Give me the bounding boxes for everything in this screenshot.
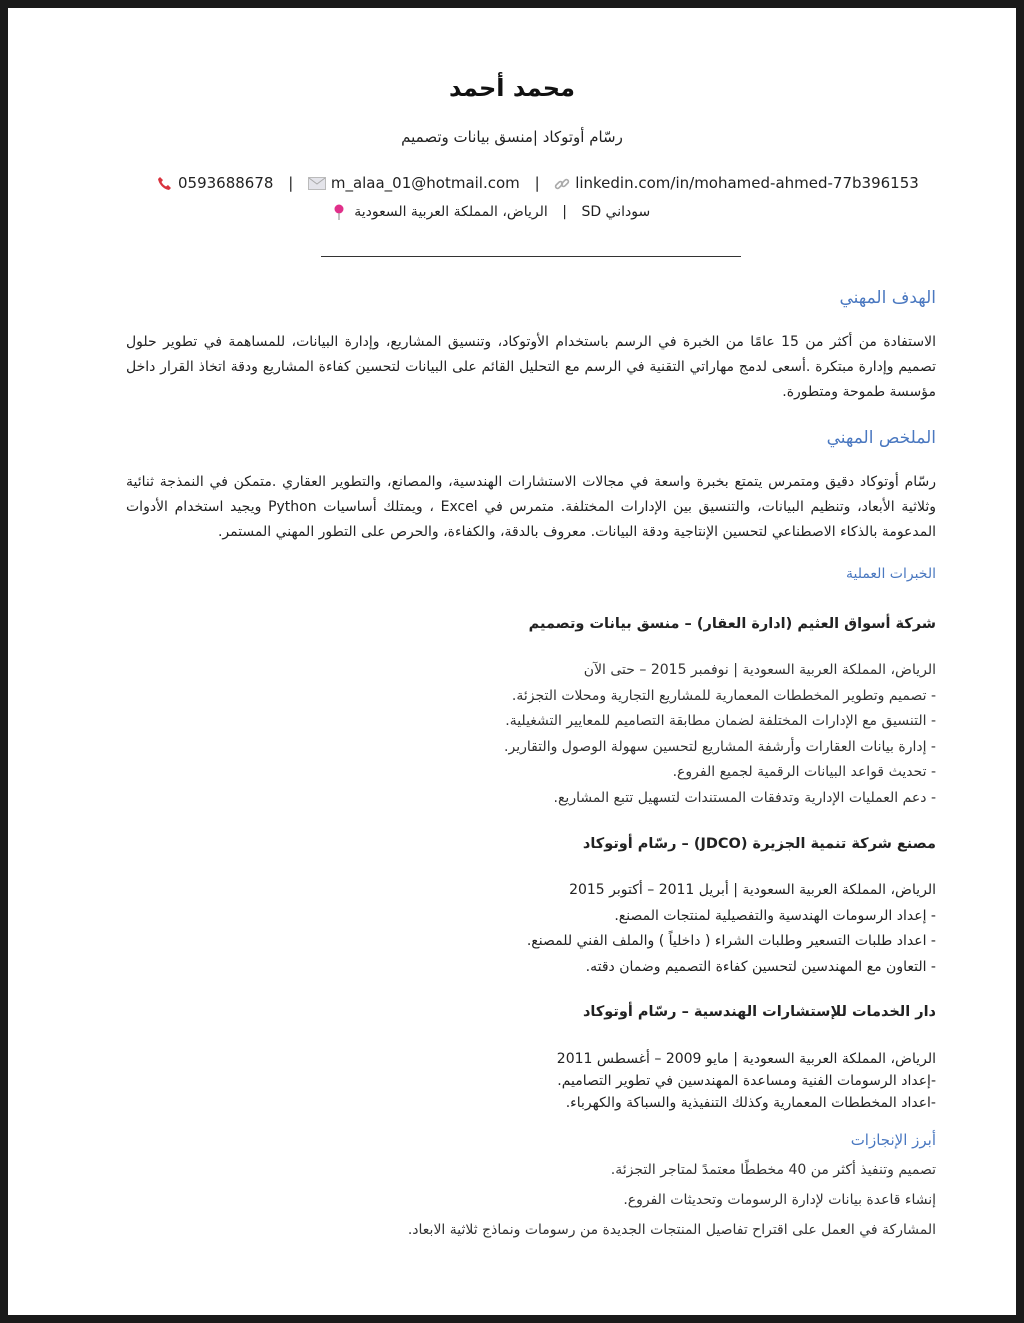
list-item: - تصميم وتطوير المخططات المعمارية للمشاريع التجارية ومحلات التجزئة. xyxy=(511,687,936,704)
list-item: - التنسيق مع الإدارات المختلفة لضمان مطابقة التصاميم للمعايير التشغيلية. xyxy=(505,713,936,729)
contact-row xyxy=(8,174,1016,192)
list-item: -إعداد الرسومات الفنية ومساعدة المهندسين في تطوير التصاميم. xyxy=(557,1073,936,1089)
list-item: - دعم العمليات الإدارية وتدفقات المستندات لتسهيل تتبع المشاريع. xyxy=(553,789,936,806)
map-pin-icon xyxy=(334,204,344,220)
list-item: المشاركة في العمل على اقتراح تفاصيل المنتجات الجديدة من رسومات ونماذج ثلاثية الابعاد. xyxy=(407,1222,936,1238)
location-row xyxy=(8,204,1016,220)
email-link[interactable]: m_alaa_01@hotmail.com xyxy=(330,174,520,192)
job-title: شركة أسواق العثيم (ادارة العقار) – منسق بيانات وتصميم xyxy=(528,616,936,632)
list-item: - اعداد طلبات التسعير وطلبات الشراء ( داخلياً ) والملف الفني للمصنع. xyxy=(526,933,936,949)
list-item: - إعداد الرسومات الهندسية والتفصيلية لمنتجات المصنع. xyxy=(614,907,936,924)
link-icon xyxy=(554,174,570,192)
job-details xyxy=(236,1048,936,1114)
resume-page xyxy=(8,8,1016,1315)
list-item: تصميم وتنفيذ أكثر من 40 مخططًا معتمدً لمتاجر التجزئة. xyxy=(610,1162,936,1178)
achievements-heading: أبرز الإنجازات xyxy=(850,1131,936,1149)
nationality: سوداني SD xyxy=(581,204,651,220)
job-title: مصنع شركة تنمية الجزيرة (JDCO) – رسّام أوتوكاد xyxy=(582,836,936,852)
objective-text: الاستفادة من أكثر من 15 عامًا من الخبرة في الرسم باستخدام الأوتوكاد، وتنسيق المشاريع، وإدارة البيانات، للمساهمة في تطوير حلول تصميم وإدارة مبتكرة .أسعى لدمج مهاراتي التقنية في الرسم مع التحليل القائم على البيانات لتحسين كفاءة المشاريع ودقة اتخاذ القرار داخل مؤسسة طموحة ومتطورة. xyxy=(126,334,936,400)
summary-text: رسّام أوتوكاد دقيق ومتمرس يتمتع بخبرة واسعة في مجالات الاستشارات الهندسية، والمصانع، والتطوير العقاري .متمكن في النمذجة ثنائية وثلاثية الأبعاد، وتنظيم البيانات، والتنسيق بين الإدارات المختلفة. متمرس في Excel ، ويمتلك أساسيات Python ويجيد استخدام الأدوات المدعومة بالذكاء الاصطناعي لتحسين الإنتاجية ودقة البيانات. معروف بالدقة، والكفاءة، والحرص على التطور المهني المستمر. xyxy=(126,474,936,540)
location: الرياض، المملكة العربية السعودية xyxy=(354,204,548,220)
job-meta: الرياض، المملكة العربية السعودية | أبريل 2011 – أكتوبر 2015 xyxy=(569,882,936,898)
phone-number[interactable]: 0593688678 xyxy=(177,174,274,192)
list-item: -اعداد المخططات المعمارية وكذلك التنفيذية والسباكة والكهرباء. xyxy=(565,1095,936,1111)
achievements-list xyxy=(216,1155,936,1245)
job-subtitle: رسّام أوتوكاد |منسق بيانات وتصميم xyxy=(401,128,623,146)
job-title: دار الخدمات للإستشارات الهندسية – رسّام أوتوكاد xyxy=(582,1004,936,1020)
job-details xyxy=(236,878,936,980)
phone-icon xyxy=(157,174,173,192)
job-meta: الرياض، المملكة العربية السعودية | مايو 2009 – أغسطس 2011 xyxy=(556,1051,936,1067)
summary-heading: الملخص المهني xyxy=(826,428,936,448)
mail-icon xyxy=(308,174,326,192)
list-item: - تحديث قواعد البيانات الرقمية لجميع الفروع. xyxy=(672,764,936,780)
objective-heading: الهدف المهني xyxy=(839,288,936,308)
separator: | xyxy=(562,204,567,220)
job-details xyxy=(236,658,936,811)
list-item: إنشاء قاعدة بيانات لإدارة الرسومات وتحديثات الفروع. xyxy=(623,1192,936,1208)
separator: | xyxy=(534,174,540,192)
list-item: - التعاون مع المهندسين لتحسين كفاءة التصميم وضمان دقته. xyxy=(585,958,936,975)
linkedin-link[interactable]: linkedin.com/in/mohamed-ahmed-77b396153 xyxy=(575,174,919,192)
candidate-name: محمد أحمد xyxy=(449,74,575,102)
list-item: - إدارة بيانات العقارات وأرشفة المشاريع لتحسين سهولة الوصول والتقارير. xyxy=(504,738,936,755)
job-meta: الرياض، المملكة العربية السعودية | نوفمبر 2015 – حتى الآن xyxy=(583,662,936,678)
separator: | xyxy=(288,174,294,192)
experience-heading: الخبرات العملية xyxy=(845,566,936,582)
divider xyxy=(321,256,741,257)
